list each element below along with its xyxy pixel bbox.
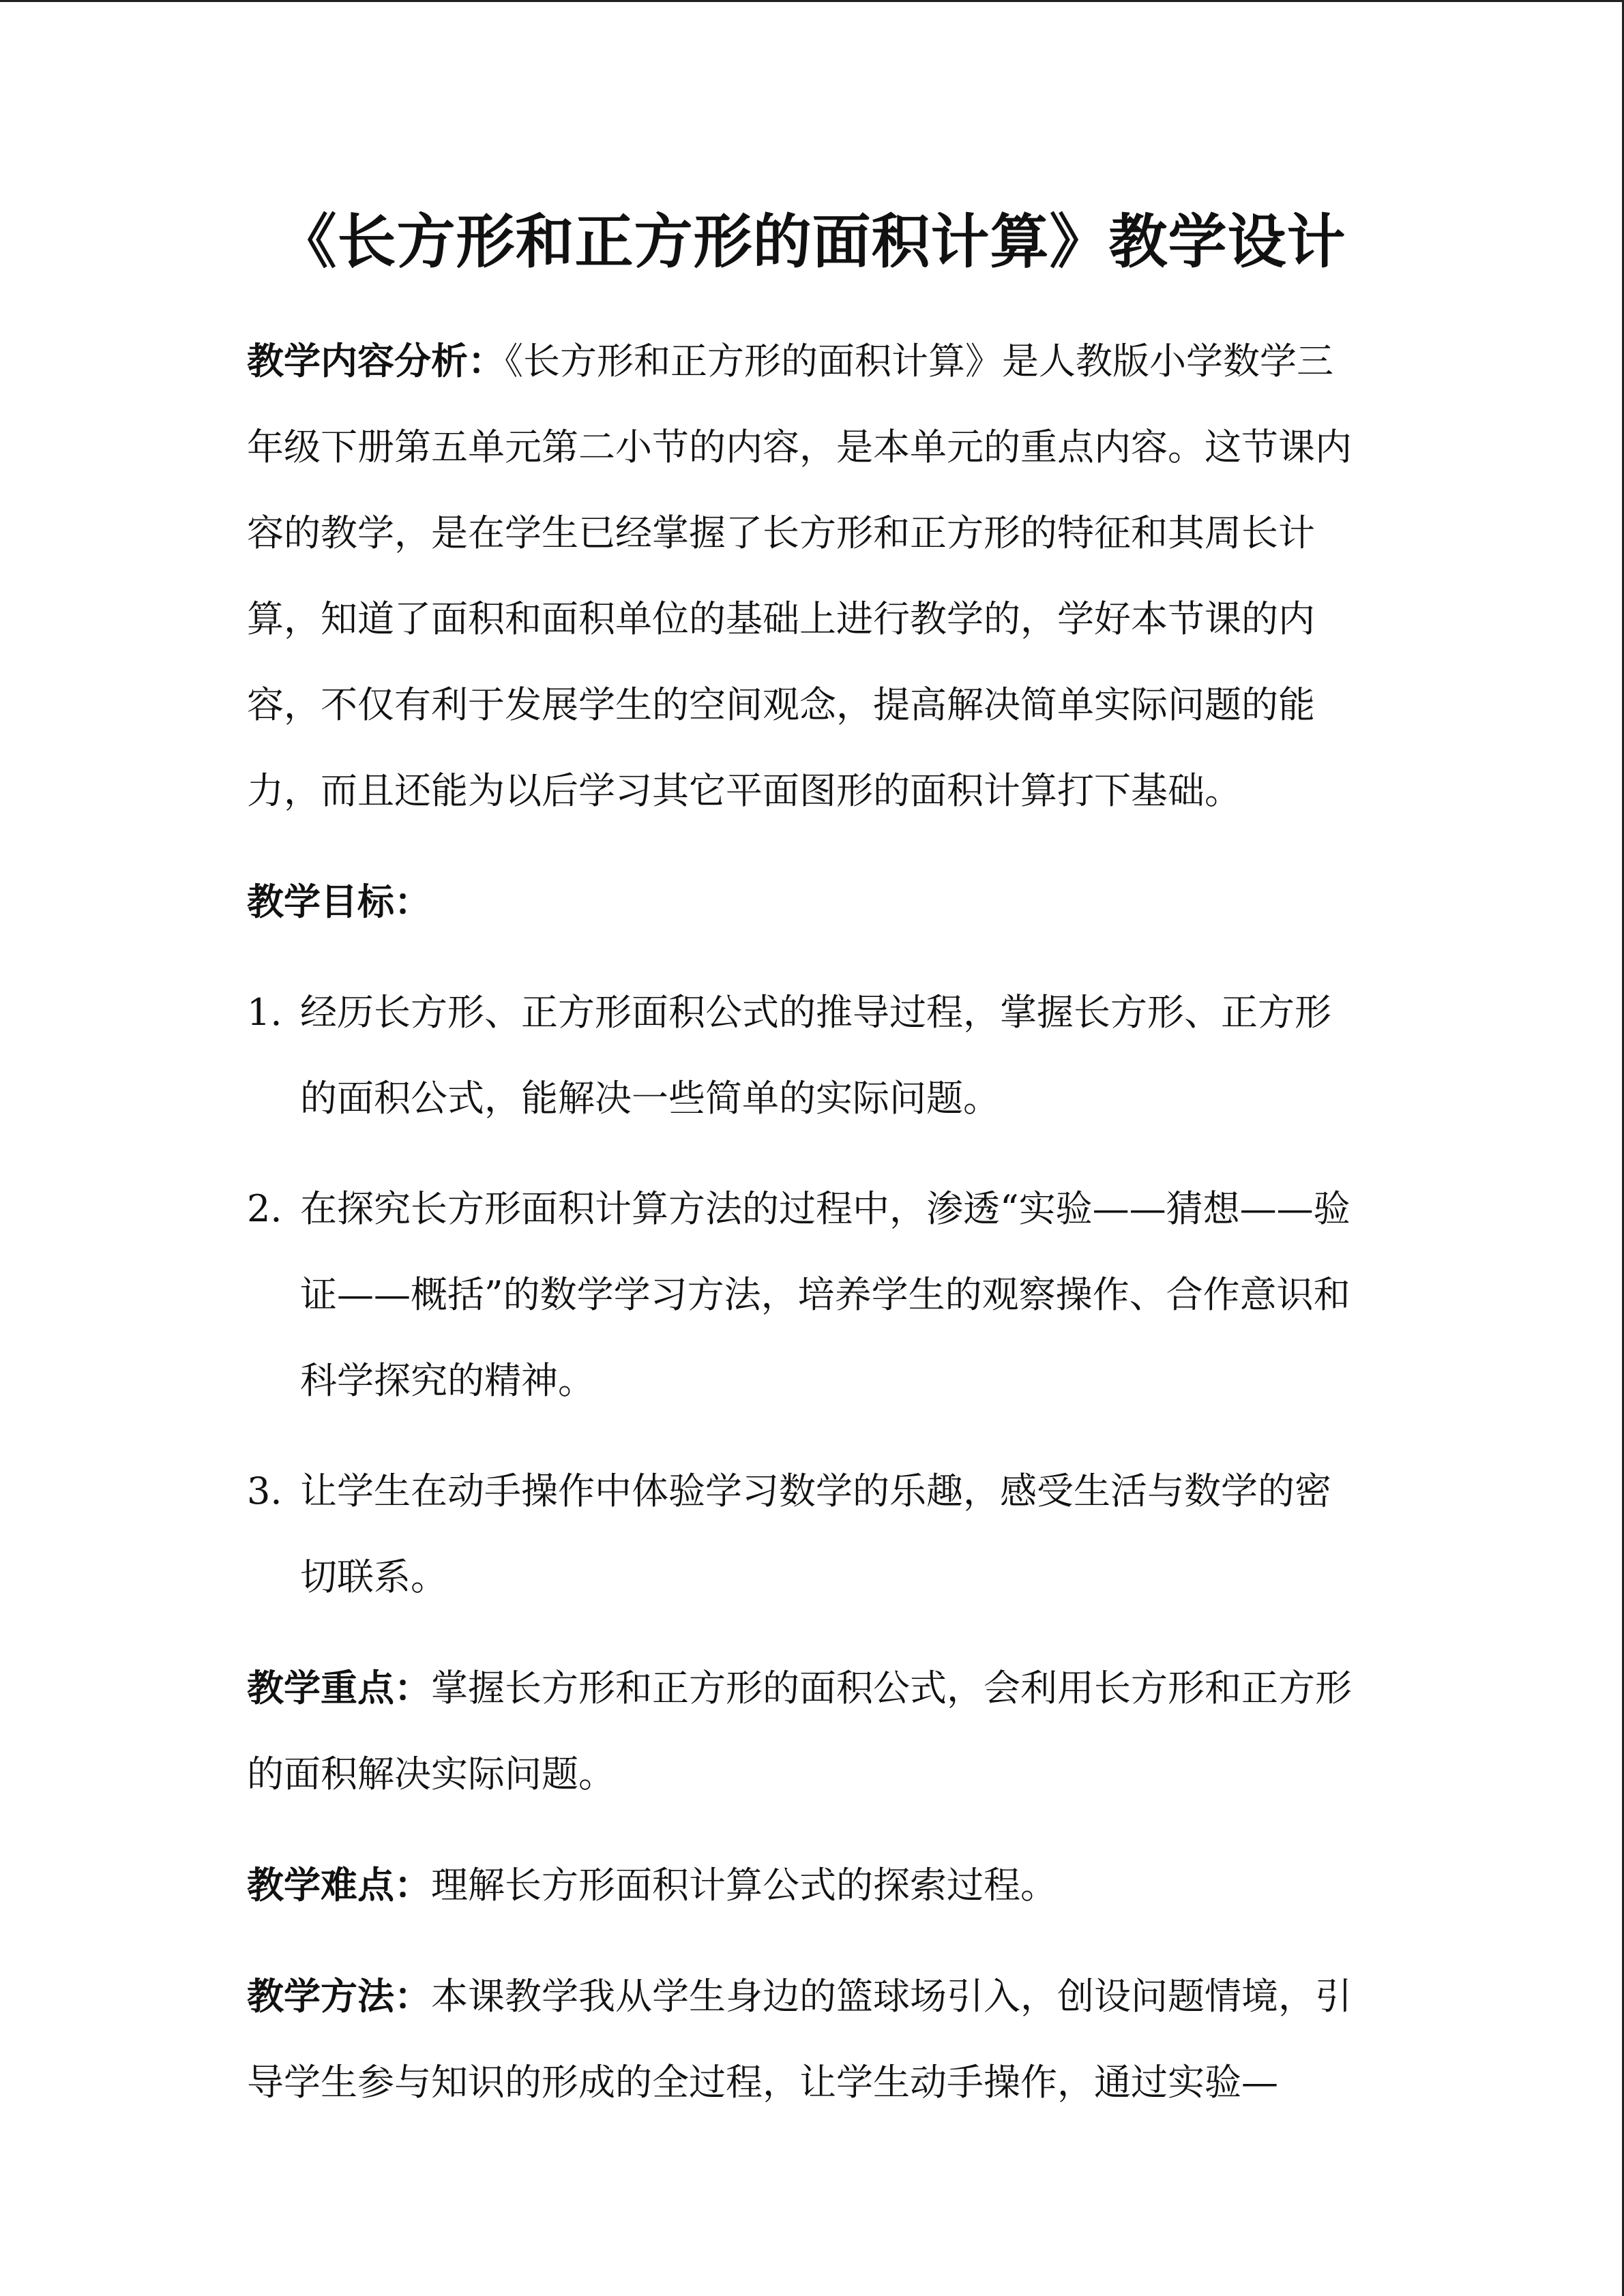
goal-item-2 [247,1166,1365,1424]
goal-number: 3. [247,1470,282,1512]
goal-number: 2. [247,1187,282,1230]
analysis-paragraph [247,318,1365,834]
goal-number: 1. [247,991,282,1034]
key-point-text: 掌握长方形和正方形的面积公式，会利用长方形和正方形的面积解决实际问题。 [247,1667,1352,1795]
goals-heading [247,859,1365,945]
difficulty-text: 理解长方形面积计算公式的探索过程。 [431,1864,1057,1907]
analysis-text: 《长方形和正方形的面积计算》是人教版小学数学三年级下册第五单元第二小节的内容，是本单元的重点内容。这节课内容的教学，是在学生已经掌握了长方形和正方形的特征和其周长计算，知道了面积和面积单位的基础上进行教学的，学好本节课的内容，不仅有利于发展学生的空间观念，提高解决简单实际问题的能力，而且还能为以后学习其它平面图形的面积计算打下基础。 [247,340,1352,812]
key-point-paragraph [247,1645,1365,1817]
document-body [247,318,1365,2126]
method-text: 本课教学我从学生身边的篮球场引入，创设问题情境，引导学生参与知识的形成的全过程，让学生动手操作，通过实验— [247,1975,1352,2104]
difficulty-label: 教学难点： [247,1863,431,1907]
method-paragraph [247,1953,1365,2126]
analysis-label: 教学内容分析： [247,339,505,383]
goal-item-3 [247,1448,1365,1620]
method-label: 教学方法： [247,1974,431,2018]
goal-text: 在探究长方形面积计算方法的过程中，渗透“实验——猜想——验证——概括”的数学学习方法，培养学生的观察操作、合作意识和科学探究的精神。 [300,1187,1350,1402]
page-border-top [0,0,1624,2]
goal-text: 经历长方形、正方形面积公式的推导过程，掌握长方形、正方形的面积公式，能解决一些简单的实际问题。 [300,991,1331,1120]
difficulty-paragraph [247,1842,1365,1928]
document-title: 《长方形和正方形的面积计算》教学设计 [278,207,1346,276]
goal-text: 让学生在动手操作中体验学习数学的乐趣，感受生活与数学的密切联系。 [300,1470,1331,1598]
key-point-label: 教学重点： [247,1666,431,1710]
goal-item-1 [247,970,1365,1142]
goals-label: 教学目标： [247,880,431,923]
